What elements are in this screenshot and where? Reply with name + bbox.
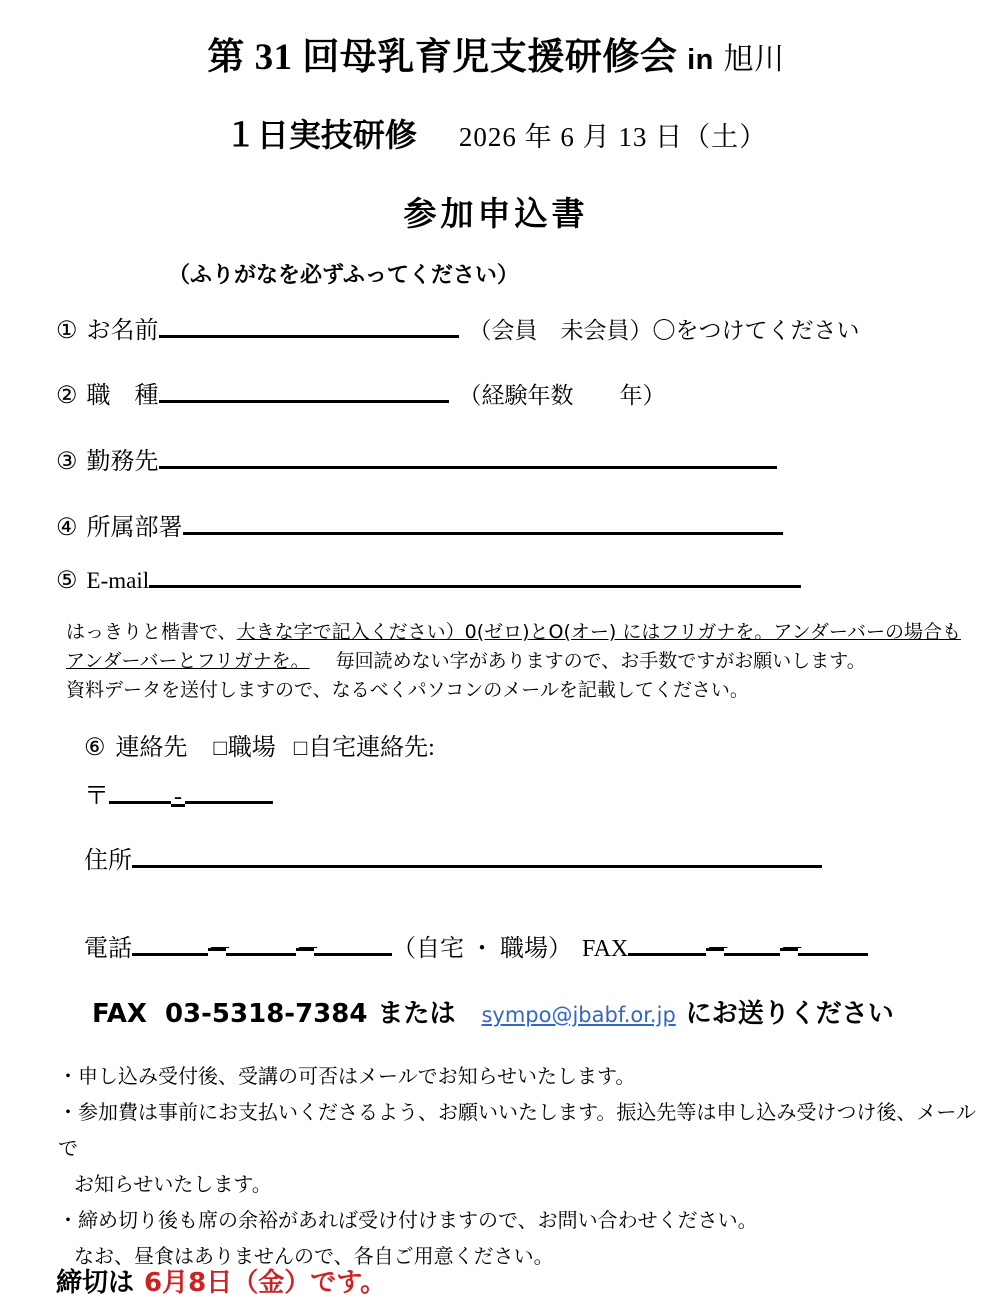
instructions-paragraph [66,618,976,705]
title-in: in [687,44,714,76]
field-label: 勤務先 [86,449,159,475]
field-row-workplace [56,441,777,476]
page-title [0,26,992,80]
checkbox-home[interactable]: □ [293,735,308,760]
phone-part3-rule[interactable] [314,933,392,956]
field-number: ② [56,383,78,409]
department-input-rule[interactable] [183,512,783,535]
deadline-line [56,1262,386,1299]
postal-mark-icon: 〒 [84,783,110,810]
address-row [84,840,822,875]
instructions-line1-underlined: 大きな字で記入ください）0(ゼロ)とO(オー) にはフリガナを。アンダーバーの場合も [236,621,961,643]
contact-section-header [84,727,435,762]
field-number: ⑤ [56,568,78,594]
note-continuation: なお、昼食はありませんので、各自ご用意ください。 [74,1244,554,1268]
form-title: 参加申込書 [403,197,589,233]
fax-label: FAX [582,936,629,962]
field-row-email [56,565,801,595]
deadline-prefix: 締切は [56,1268,135,1298]
send-fax-number: 03-5318-7384 [164,999,368,1029]
checkbox-home-label: 自宅連絡先: [308,735,435,761]
email-input-rule[interactable] [149,565,801,588]
occupation-input-rule[interactable] [159,380,449,403]
note-text: ・申し込み受付後、受講の可否はメールでお知らせいたします。 [58,1064,636,1088]
instructions-line3: 資料データを送付しますので、なるべくパソコンのメールを記載してください。 [66,679,749,701]
fax-hyphen-2: － [780,928,798,951]
field-label: E-mail [86,568,150,593]
event-date: 2026 年 6 月 13 日（土） [458,122,768,152]
instructions-line2-underlined: アンダーバーとフリガナを。 [66,650,310,672]
fax-part2-rule[interactable] [724,933,780,956]
membership-note: （会員 未会員）〇をつけてください [468,318,860,343]
send-fax-label: FAX [92,999,147,1029]
deadline-date: 6月8日（金）です。 [144,1268,387,1298]
phone-part2-rule[interactable] [226,933,296,956]
send-or: または [377,999,456,1029]
field-label: お名前 [86,318,159,344]
field-label: 職 種 [86,383,159,409]
field-row-occupation [56,375,666,410]
phone-part1-rule[interactable] [132,933,208,956]
name-input-rule[interactable] [159,315,459,338]
postal-code-row [84,776,273,812]
postal-code-first-rule[interactable] [109,781,171,804]
field-number: ④ [56,515,78,541]
phone-label: 電話 [84,936,132,962]
checkbox-work[interactable]: □ [213,735,227,760]
field-number: ③ [56,449,78,475]
notes-list [58,1058,988,1274]
checkbox-work-label: 職場 [227,735,276,761]
email-link[interactable]: sympo@jbabf.or.jp [481,1003,676,1027]
contact-label: 連絡先 [115,735,188,761]
phone-type-label: （自宅 ・ 職場） [392,936,572,962]
field-number: ⑥ [84,735,106,761]
address-label: 住所 [84,848,132,874]
note-continuation: お知らせいたします。 [74,1172,272,1196]
field-label: 所属部署 [86,515,183,541]
workplace-input-rule[interactable] [159,446,777,469]
instructions-line1-plain: はっきりと楷書で、 [66,621,237,643]
experience-years-note: （経験年数 年） [458,383,666,408]
postal-code-second-rule[interactable] [185,781,273,804]
field-number: ① [56,318,78,344]
phone-hyphen-2: － [296,928,314,951]
fax-part3-rule[interactable] [798,933,868,956]
fax-part1-rule[interactable] [628,933,706,956]
note-item [58,1058,988,1094]
field-row-department [56,507,783,542]
title-prefix: 第 31 回母乳育児支援研修会 [207,37,678,78]
submission-line [92,993,894,1030]
postal-hyphen: - [171,784,185,807]
furigana-note: （ふりがなを必ずふってください） [168,262,519,287]
address-input-rule[interactable] [132,845,822,868]
field-row-name [56,310,860,345]
phone-fax-row [84,928,868,963]
note-text: ・締め切り後も席の余裕があれば受け付けますので、お問い合わせください。 [58,1208,758,1232]
title-place: 旭川 [723,43,785,76]
subtitle-text: １日実技研修 [224,117,417,153]
note-item [58,1094,988,1202]
send-suffix: にお送りください [685,999,894,1029]
instructions-line2-plain: 毎回読めない字がありますので、お手数ですがお願いします。 [335,650,866,672]
note-text: ・参加費は事前にお支払いくださるよう、お願いいたします。振込先等は申し込み受けつけ後、メールで [58,1100,976,1160]
fax-hyphen-1: － [706,928,724,951]
subtitle [0,110,992,156]
phone-hyphen-1: － [208,928,226,951]
